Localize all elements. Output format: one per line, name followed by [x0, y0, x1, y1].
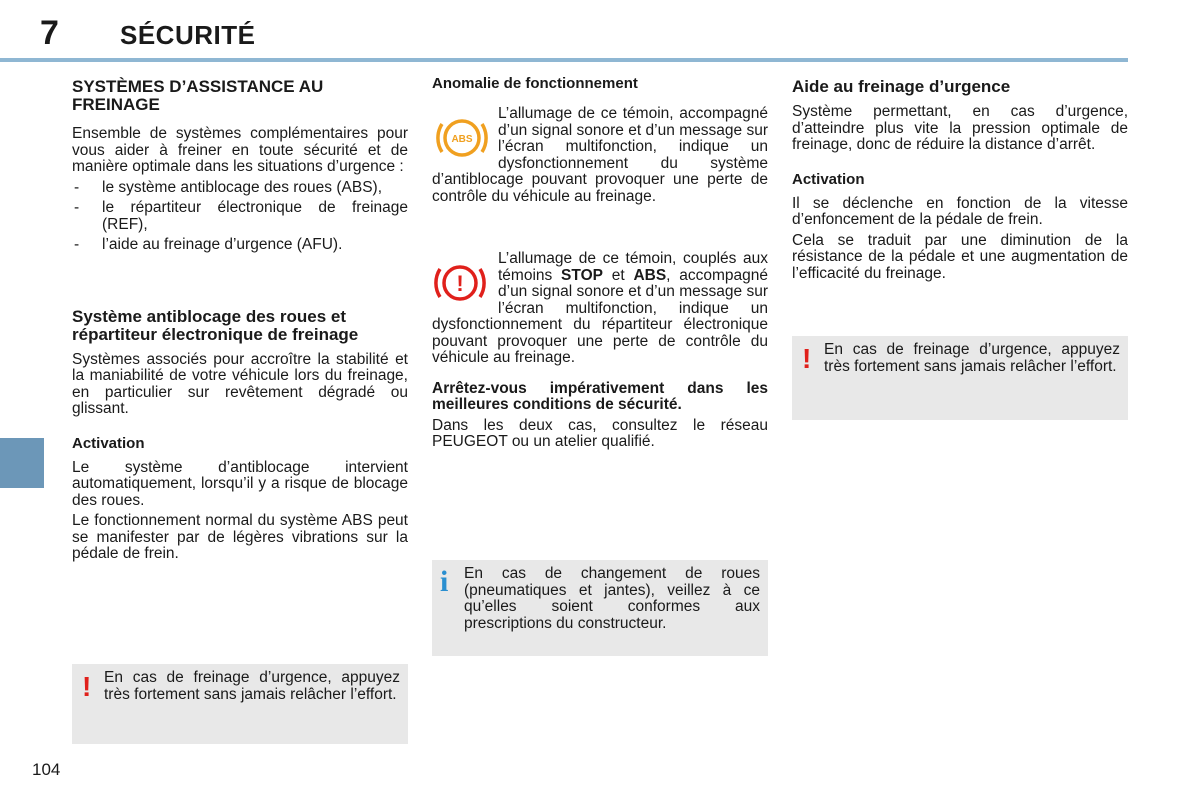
brake-icon-label: !: [456, 271, 464, 296]
section-title-braking-assistance: SYSTÈMES D’ASSISTANCE AU FREINAGE: [72, 77, 324, 114]
warning-note-left: [72, 664, 408, 744]
activation-paragraph: Il se déclenche en fonction de la vitesse d’enfoncement de la pédale de frein.: [792, 194, 1128, 228]
activation-title: Activation: [792, 170, 865, 188]
stop-instruction: Arrêtez-vous impérativement dans les meilleures conditions de sécurité.: [432, 379, 768, 413]
consult-paragraph: Dans les deux cas, consultez le réseau PEUGEOT ou un atelier qualifié.: [432, 416, 768, 450]
column-right: [792, 76, 1128, 286]
info-icon: i: [440, 565, 449, 598]
activation-paragraph: Le système d’antiblocage intervient automatiquement, lorsqu’il y a risque de blocage des roues.: [72, 458, 408, 509]
intro-paragraph: Ensemble de systèmes complémentaires pour vous aider à freiner en toute sécurité et de manière optimale dans les situations d’urgence :: [72, 125, 408, 175]
column-left: [72, 76, 408, 567]
warning-note-text: En cas de freinage d’urgence, appuyez très fortement sans jamais relâcher l’effort.: [104, 669, 400, 703]
warning-note-text: En cas de freinage d’urgence, appuyez très fortement sans jamais relâcher l’effort.: [824, 341, 1120, 375]
info-note: [432, 560, 768, 656]
header-rule: [0, 58, 1128, 62]
info-note-text: En cas de changement de roues (pneumatiques et jantes), veillez à ce qu’elles soient conformes aux prescriptions du constructeur.: [464, 565, 760, 632]
list-item: - l’aide au freinage d’urgence (AFU).: [72, 237, 408, 254]
chapter-side-tab: [0, 438, 44, 488]
brake-warning-light-icon: [432, 251, 498, 317]
column-middle: [432, 76, 768, 455]
chapter-title: SÉCURITÉ: [120, 20, 256, 50]
list-item: - le système antiblocage des roues (ABS),: [72, 180, 408, 197]
abs-ref-paragraph: Systèmes associés pour accroître la stabilité et la maniabilité de votre véhicule lors du freinage, en particulier sur revêtement dégradé ou glissant.: [72, 350, 408, 417]
abs-warning-block: [432, 106, 768, 205]
section-title-abs-ref: Système antiblocage des roues et répartiteur électronique de freinage: [72, 306, 359, 344]
emergency-braking-paragraph: Système permettant, en cas d’urgence, d’atteindre plus vite la pression optimale de freinage, donc de réduire la distance d’arrêt.: [792, 103, 1128, 153]
systems-list: [72, 180, 408, 254]
brake-warning-block: [432, 251, 768, 367]
abs-warning-light-icon: [432, 106, 498, 172]
abs-icon-label: ABS: [451, 134, 473, 145]
section-title-malfunction: Anomalie de fonctionnement: [432, 75, 638, 92]
activation-paragraph: Le fonctionnement normal du système ABS peut se manifester par de légères vibrations sur la pédale de frein.: [72, 512, 408, 562]
chapter-number: 7: [40, 14, 59, 52]
list-item: - le répartiteur électronique de freinage (REF),: [72, 200, 408, 233]
exclamation-icon: !: [82, 671, 92, 702]
activation-title: Activation: [72, 434, 145, 452]
warning-note-right: [792, 336, 1128, 420]
section-title-emergency-braking: Aide au freinage d’urgence: [792, 77, 1011, 96]
brake-warning-paragraph: L’allumage de ce témoin, couplés aux témoins STOP et ABS, accompagné d’un signal sonore et d’un message sur l’écran multifonction, indique un dysfonctionnement du répartiteur électronique pouvant provoquer une perte de contrôle du véhicule au freinage.: [432, 250, 768, 366]
activation-paragraph: Cela se traduit par une diminution de la résistance de la pédale et une augmentation de l’efficacité du freinage.: [792, 231, 1128, 282]
abs-warning-paragraph: L’allumage de ce témoin, accompagné d’un signal sonore et d’un message sur l’écran multifonction, indique un dysfonctionnement du système d’antiblocage pouvant provoquer une perte de contrôle du véhicule au freinage.: [432, 105, 768, 205]
exclamation-icon: !: [802, 343, 812, 374]
page-number: 104: [32, 760, 61, 779]
